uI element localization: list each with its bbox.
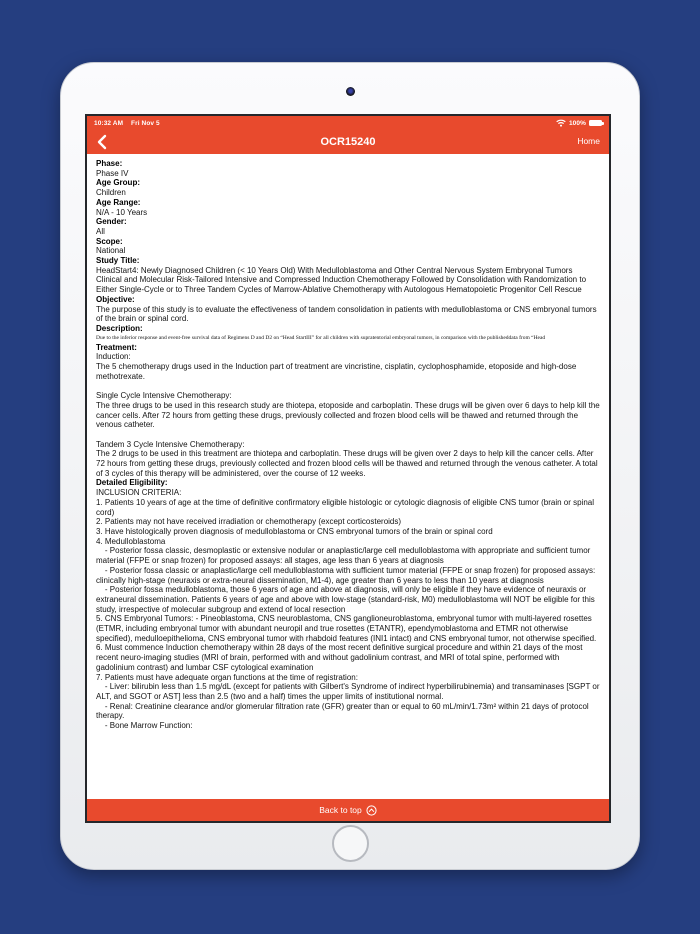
section-label: Age Range: bbox=[96, 197, 141, 207]
section-label: Scope: bbox=[96, 236, 123, 246]
doc-line: 6. Must commence Induction chemotherapy within 28 days of the most recent definitive surgical procedure and within 21 days of the most recent neuro-imaging studies (MRI of brain, performed with and without gadolinium contrast, and MRI of total spine, performed with gadolinium contrast) and lumbar CSF cytological examination bbox=[96, 643, 585, 672]
doc-line: 3. Have histologically proven diagnosis of medulloblastoma or CNS embryonal tumors of the brain or spinal cord bbox=[96, 526, 493, 536]
doc-line: The 5 chemotherapy drugs used in the Induction part of treatment are vincristine, cisplatin, cyclophosphamide, etoposide and high-dose methotrexate. bbox=[96, 362, 579, 381]
doc-line: 1. Patients 10 years of age at the time of definitive confirmatory eligible histologic or cytologic diagnosis of eligible CNS tumor (brain or spinal cord) bbox=[96, 497, 597, 517]
doc-line: - Bone Marrow Function: bbox=[96, 721, 193, 731]
battery-percent: 100% bbox=[568, 119, 586, 127]
doc-line: N/A - 10 Years bbox=[96, 207, 148, 217]
doc-line: The purpose of this study is to evaluate the effectiveness of tandem consolidation in patients with medulloblastoma or CNS embryonal tumors of the brain or spinal cord. bbox=[96, 304, 599, 324]
back-chevron-icon[interactable] bbox=[96, 134, 108, 150]
section-label: Description: bbox=[96, 323, 143, 333]
section-label: Treatment: bbox=[96, 342, 137, 352]
battery-icon bbox=[589, 120, 602, 126]
doc-line: Single Cycle Intensive Chemotherapy: bbox=[96, 391, 232, 401]
status-time: 10:32 AM bbox=[94, 119, 124, 127]
tablet-frame bbox=[60, 62, 640, 870]
doc-line: - Posterior fossa classic, desmoplastic or extensive nodular or anaplastic/large cell medulloblastoma with appropriate and sufficient tumor material (FFPE or snap frozen) for proposed assays: all stages, age less than 6 years at diagnosis bbox=[96, 546, 593, 566]
back-to-top-bar[interactable] bbox=[87, 799, 609, 821]
line-spacer bbox=[96, 430, 600, 440]
description-line: Due to the inferior response and event-free survival data of Regimens D and D2 on “Head StartIII” for all children with supratentorial embryonal tumors, in comparison with the publisheddata from “Head bbox=[96, 334, 546, 341]
section-label: Detailed Eligibility: bbox=[96, 478, 168, 488]
doc-line: Tandem 3 Cycle Intensive Chemotherapy: bbox=[96, 439, 245, 449]
doc-line: All bbox=[96, 226, 105, 236]
doc-line: National bbox=[96, 246, 126, 256]
doc-line: Phase IV bbox=[96, 168, 129, 178]
screen bbox=[85, 114, 611, 823]
status-left bbox=[94, 120, 166, 127]
doc-line: - Renal: Creatinine clearance and/or glomerular filtration rate (GFR) greater than or equal to 60 mL/min/1.73m² within 21 days of protocol therapy. bbox=[96, 701, 591, 721]
section-label: Age Group: bbox=[96, 178, 140, 188]
doc-line: Children bbox=[96, 188, 126, 198]
section-label: Gender: bbox=[96, 217, 127, 227]
doc-line: - Posterior fossa medulloblastoma, those 6 years of age and above at diagnosis, will only be eligible if they have evidence of neuraxis or extraneural dissemination. Patients 6 years of age and above with low-stage (standard-risk, M0) medulloblastoma will NOT be eligible for this study, irrespective of molecular subgroup and extend of local resection bbox=[96, 585, 597, 614]
doc-line: The 2 drugs to be used in this treatment are thiotepa and carboplatin. These drugs will be given over 2 days to help kill the cancer cells. After 72 hours from getting these drugs, previously collected and frozen blood cells will be thawed and returned through the venous catheter. A total of 3 cycles of this therapy will be administered, over the course of 12 weeks. bbox=[96, 449, 600, 478]
doc-line: - Posterior fossa classic or anaplastic/large cell medulloblastoma with sufficient tumor material (FFPE or snap frozen) for proposed assays: clinically high-stage (neuraxis or extra-neural dissemination, M1-4), age greater than 6 years to less than 10 years at diagnosis bbox=[96, 565, 598, 585]
home-button[interactable] bbox=[332, 825, 369, 862]
doc-line: 2. Patients may not have received irradiation or chemotherapy (except corticosteroids) bbox=[96, 517, 402, 527]
back-to-top-label: Back to top bbox=[319, 805, 362, 815]
nav-bar bbox=[87, 129, 609, 154]
front-camera-icon bbox=[346, 87, 355, 96]
page-title: OCR15240 bbox=[320, 135, 376, 148]
section-label: Phase: bbox=[96, 159, 123, 168]
status-right bbox=[556, 119, 602, 127]
doc-line: HeadStart4: Newly Diagnosed Children (< 10 Years Old) With Medulloblastoma and Other Central Nervous System Embryonal Tumors Clinical and Molecular Risk-Tailored Intensive and Compressed Induction Chemotherapy Followed by Consolidation with Randomization to Either Single-Cycle or to Three Tandem Cycles of Marrow-Ablative Chemotherapy with Autologous Hematopoietic Progenitor Cell Rescue bbox=[96, 265, 589, 295]
document-body[interactable] bbox=[87, 154, 609, 821]
section-label: Objective: bbox=[96, 294, 135, 304]
section-label: Study Title: bbox=[96, 256, 140, 266]
doc-line: 5. CNS Embryonal Tumors: - Pineoblastoma, CNS neuroblastoma, CNS ganglioneuroblastoma, embryonal tumor with multi-layered rosettes (ETMR, including embryonal tumor with abundant neuropil and true rosettes (ETANTR), ependymoblastoma and ETMR not otherwise specified), medulloepithelioma, CNS embryonal tumor with rhabdoid features (INI1 intact) and CNS embryonal tumor, not otherwise specified. bbox=[96, 614, 597, 643]
doc-line: - Liver: bilirubin less than 1.5 mg/dL (except for patients with Gilbert's Syndrome of indirect hyperbilirubinemia) and transaminases [SGPT or ALT, and SGOT or AST] less than 2.5 (two and a half) times the upper limits of institutional normal. bbox=[96, 682, 602, 701]
doc-line: The three drugs to be used in this research study are thiotepa, etoposide and carboplatin. These drugs will be given over 6 days to help kill the cancer cells. After 72 hours from getting these drugs, previously collected and frozen blood cells will be thawed and returned through the venous catheter. bbox=[96, 400, 602, 430]
doc-line: Induction: bbox=[96, 352, 131, 362]
nav-home-link[interactable]: Home bbox=[577, 136, 600, 146]
arrow-up-circle-icon bbox=[366, 805, 377, 816]
wifi-icon bbox=[556, 119, 566, 127]
doc-line: 4. Medulloblastoma bbox=[96, 536, 166, 546]
doc-line: INCLUSION CRITERIA: bbox=[96, 488, 182, 498]
doc-line: 7. Patients must have adequate organ functions at the time of registration: bbox=[96, 672, 358, 682]
status-bar bbox=[87, 116, 609, 129]
status-date: Fri Nov 5 bbox=[131, 119, 160, 127]
line-spacer bbox=[96, 381, 600, 391]
